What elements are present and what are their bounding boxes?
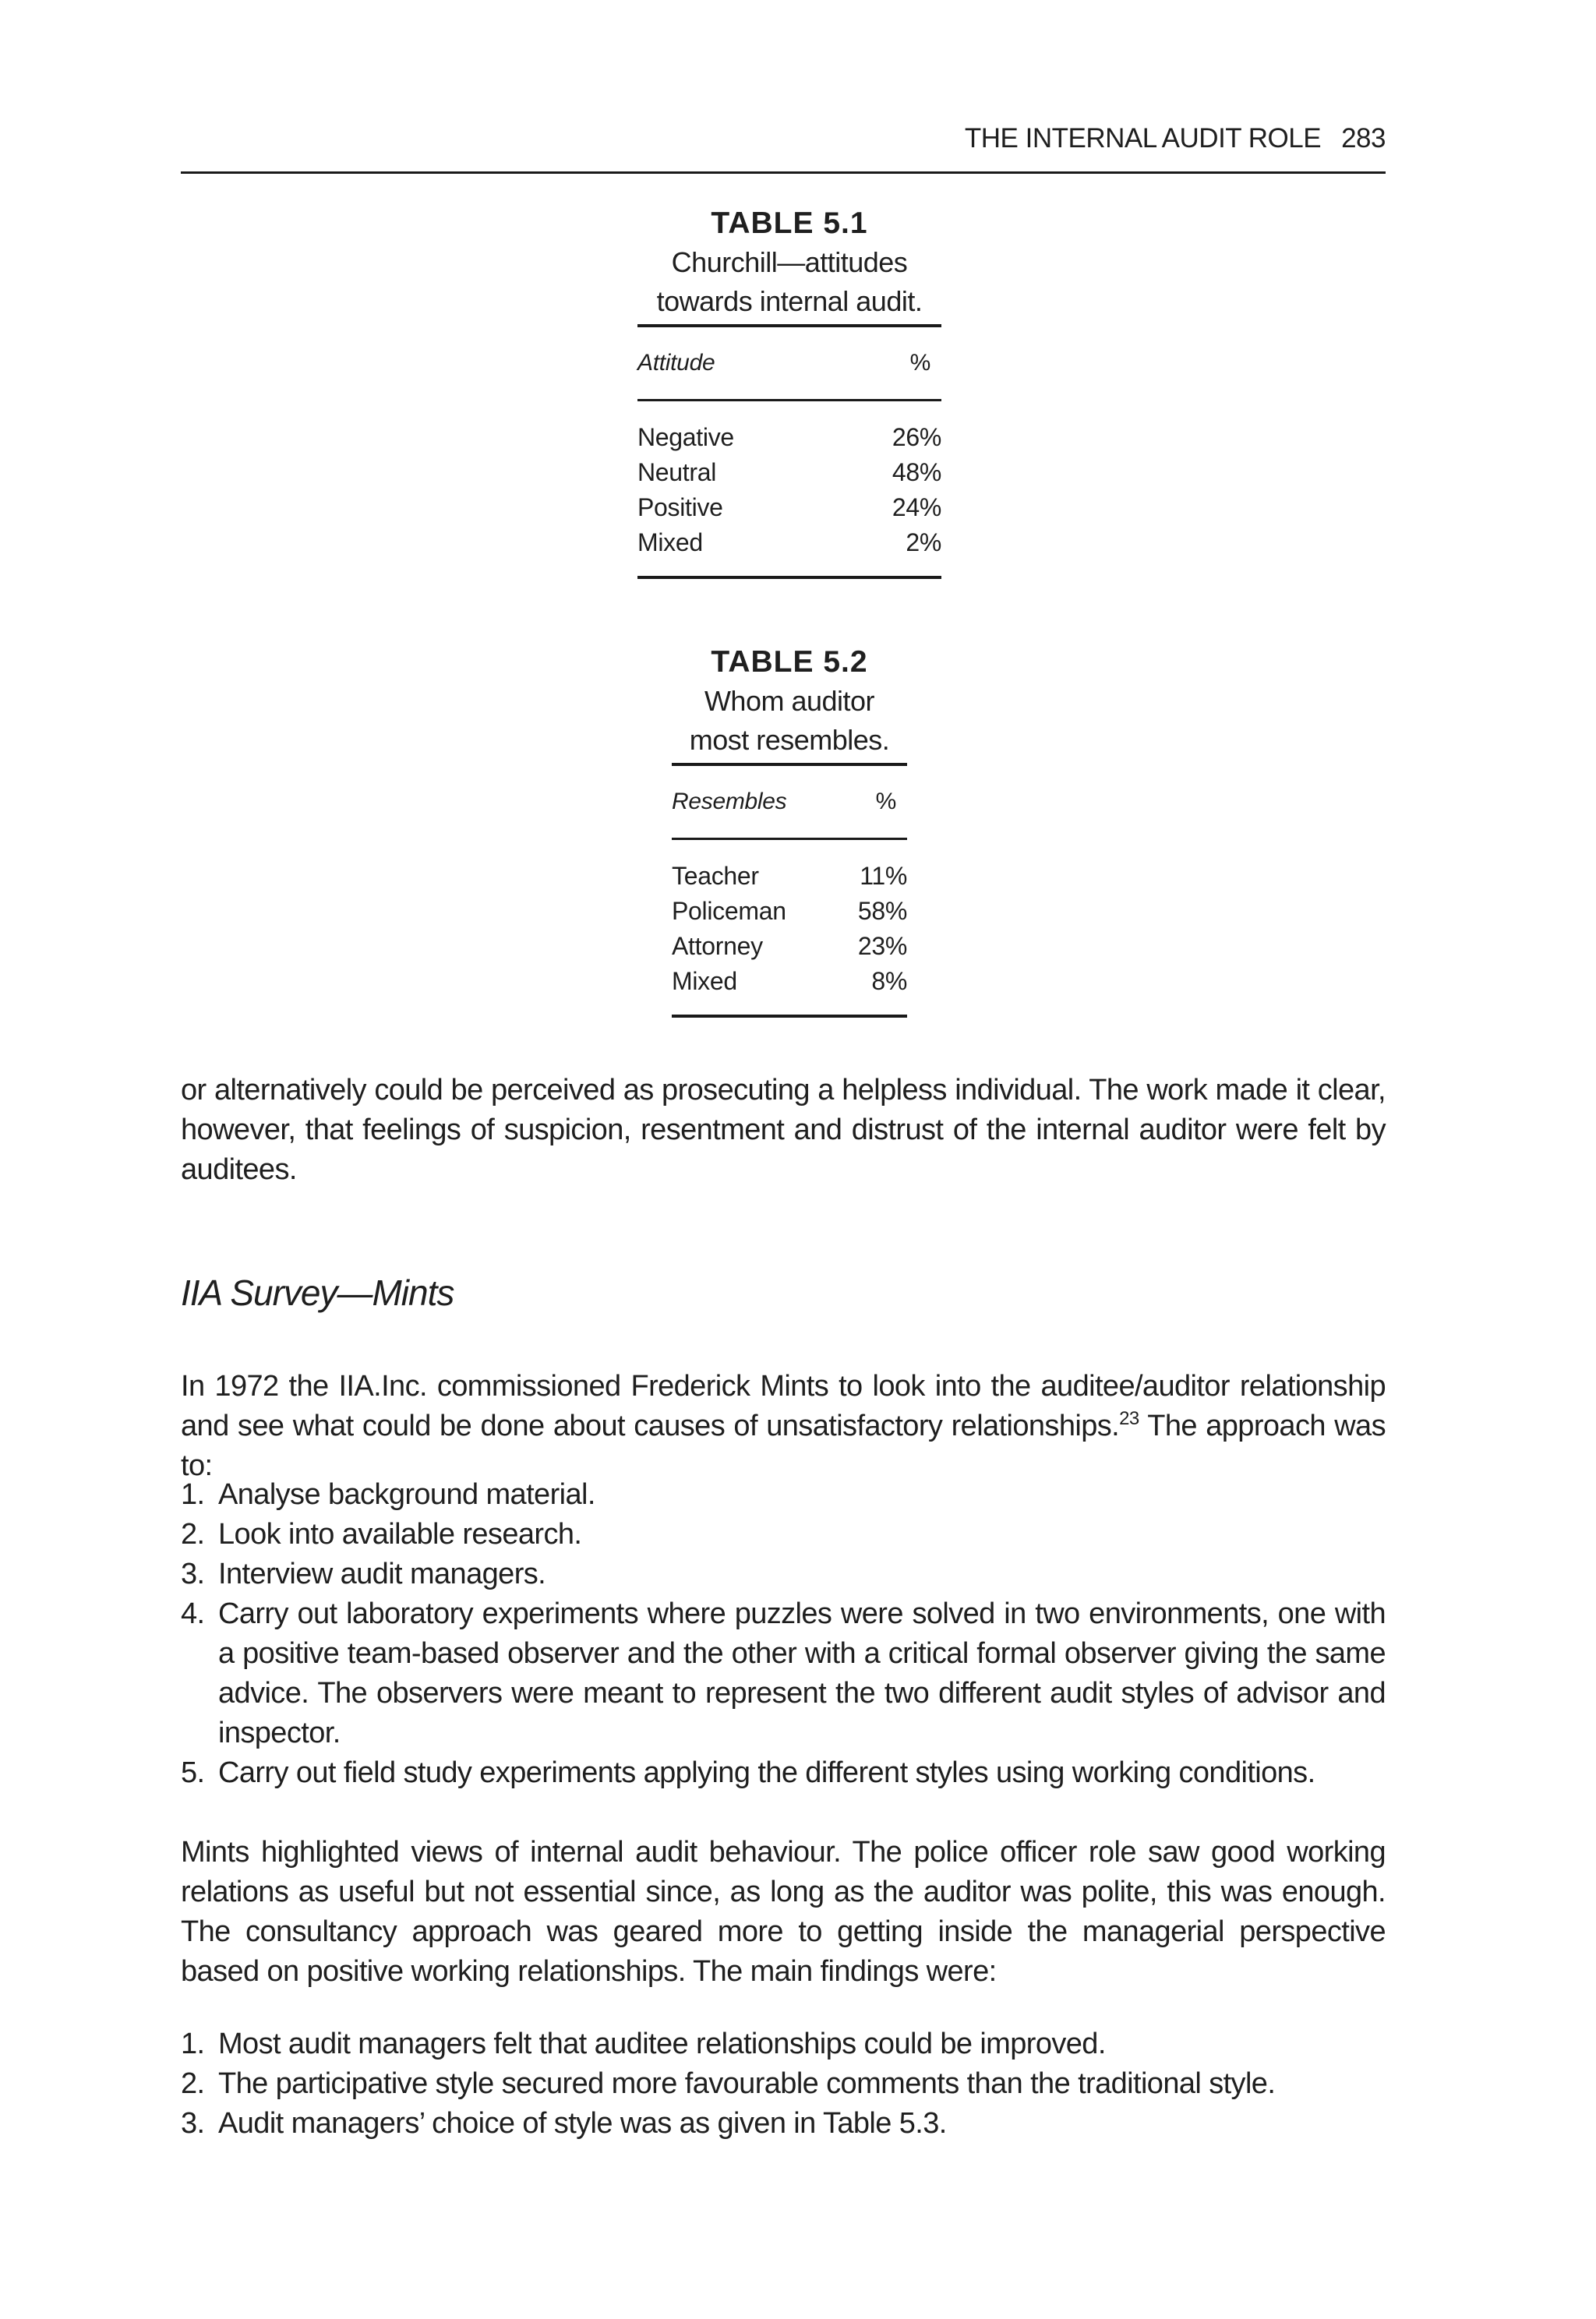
table-5-1-header-row — [637, 327, 941, 399]
row-value: 11% — [860, 862, 907, 890]
table-5-1-caption-line2: towards internal audit. — [656, 285, 923, 317]
table-5-2-col-percent: % — [875, 789, 896, 814]
table-5-2-col-resembles: Resembles — [672, 789, 787, 814]
list-item — [181, 1594, 1386, 1753]
list-text: Most audit managers felt that auditee relationships could be improved. — [218, 2028, 1106, 2060]
running-header-text — [965, 123, 1386, 154]
table-row — [637, 525, 941, 560]
table-row — [637, 490, 941, 525]
list-item — [181, 1555, 1386, 1594]
row-value: 24% — [892, 493, 941, 521]
table-5-1-label: TABLE 5.1 — [711, 206, 868, 240]
list-text: The participative style secured more favourable comments than the traditional style. — [218, 2067, 1276, 2100]
table-5-2-body — [672, 840, 907, 1015]
table-5-1-caption-line1: Churchill—attitudes — [671, 246, 908, 278]
row-value: 26% — [892, 423, 941, 451]
approach-list — [181, 1475, 1386, 1793]
list-item — [181, 2104, 1386, 2144]
table-5-1-bottom-rule — [637, 576, 941, 579]
section-heading: IIA Survey—Mints — [181, 1272, 454, 1313]
footnote-reference[interactable]: 23 — [1119, 1408, 1139, 1429]
table-5-2-bottom-rule — [672, 1015, 907, 1018]
table-5-2-caption — [672, 643, 907, 760]
table-5-2-caption-line2: most resembles. — [689, 724, 890, 756]
list-item — [181, 2024, 1386, 2064]
table-5-1-caption — [637, 204, 941, 321]
row-value: 48% — [892, 458, 941, 486]
paragraph-text: In 1972 the IIA.Inc. commissioned Frederick Mints to look into the auditee/auditor relationship and see what could be done about causes of unsatisfactory relationships. — [181, 1370, 1386, 1442]
row-label: Policeman — [672, 897, 786, 925]
table-row — [637, 455, 941, 490]
list-number: 2. — [181, 1518, 205, 1551]
table-row — [672, 894, 907, 929]
list-text: Interview audit managers. — [218, 1558, 546, 1590]
row-label: Neutral — [637, 458, 717, 486]
list-text: Carry out field study experiments applying the different styles using working conditions. — [218, 1756, 1315, 1789]
list-item — [181, 2064, 1386, 2104]
list-text: Carry out laboratory experiments where puzzles were solved in two environments, one with a positive team-based observer and the other with a critical formal observer giving the same advice. The observers were meant to represent the two different audit styles of advisor and inspector. — [218, 1597, 1386, 1749]
list-number: 1. — [181, 1478, 205, 1511]
running-header — [181, 118, 1386, 174]
row-label: Positive — [637, 493, 723, 521]
row-label: Mixed — [637, 528, 703, 556]
findings-list — [181, 2024, 1386, 2144]
list-item — [181, 1515, 1386, 1555]
table-5-1 — [637, 204, 941, 579]
row-value: 8% — [871, 967, 907, 995]
row-label: Negative — [637, 423, 734, 451]
row-value: 58% — [857, 897, 907, 925]
list-item — [181, 1753, 1386, 1793]
paragraph-findings-intro: Mints highlighted views of internal audit behaviour. The police officer role saw good working relations as useful but not essential since, as long as the auditor was polite, this was enough. The consultancy approach was geared more to getting inside the managerial perspective based on positive working relationships. The main findings were: — [181, 1836, 1386, 1988]
list-number: 5. — [181, 1756, 205, 1789]
table-5-1-col-percent: % — [909, 350, 930, 376]
list-number: 3. — [181, 1558, 205, 1590]
table-5-2-label: TABLE 5.2 — [711, 645, 868, 679]
table-5-1-body — [637, 401, 941, 576]
table-row — [672, 929, 907, 964]
table-row — [672, 964, 907, 999]
running-header-title: THE INTERNAL AUDIT ROLE — [964, 123, 1322, 154]
paragraph-text: The approach was to: — [181, 1410, 1386, 1482]
row-label: Teacher — [672, 862, 759, 890]
row-value: 23% — [857, 932, 907, 960]
row-label: Attorney — [672, 932, 763, 960]
list-number: 2. — [181, 2067, 205, 2100]
table-5-2-caption-line1: Whom auditor — [704, 685, 875, 717]
paragraph-intro-mints — [181, 1367, 1386, 1486]
list-number: 3. — [181, 2107, 205, 2140]
list-text: Analyse background material. — [218, 1478, 595, 1511]
page-number: 283 — [1341, 123, 1386, 154]
row-value: 2% — [906, 528, 941, 556]
paragraph-continuation: or alternatively could be perceived as prosecuting a helpless individual. The work made it clear, however, that feelings of suspicion, resentment and distrust of the internal auditor were felt by auditees. — [181, 1074, 1386, 1186]
list-text: Look into available research. — [218, 1518, 582, 1551]
table-5-1-col-attitude: Attitude — [637, 350, 715, 376]
table-5-2-header-row — [672, 766, 907, 838]
list-number: 4. — [181, 1597, 205, 1630]
table-row — [672, 859, 907, 894]
list-item — [181, 1475, 1386, 1515]
list-number: 1. — [181, 2028, 205, 2060]
table-row — [637, 420, 941, 455]
list-text: Audit managers’ choice of style was as given in Table 5.3. — [218, 2107, 947, 2140]
table-5-2 — [672, 643, 907, 1018]
row-label: Mixed — [672, 967, 737, 995]
